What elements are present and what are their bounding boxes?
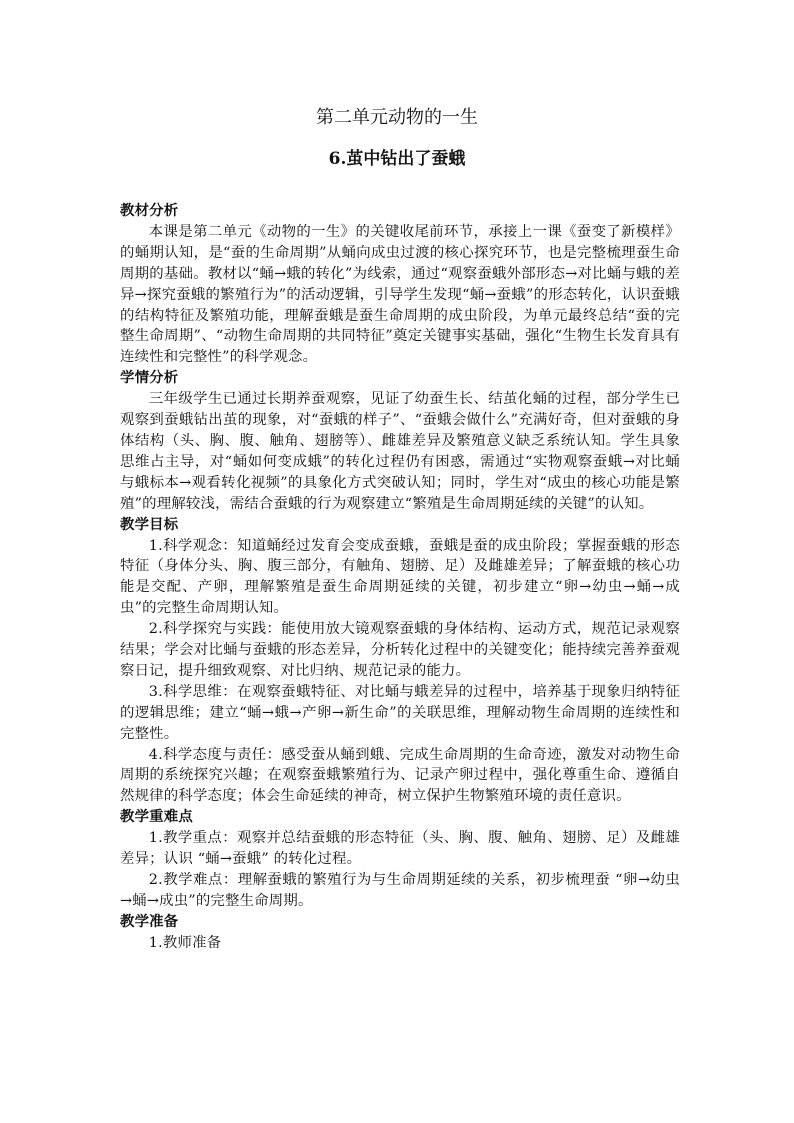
- key-point-item-1: 1.教学重点：观察并总结蚕蛾的形态特征（头、胸、腹、触角、翅膀、足）及雌雄差异；认识 “蛹→蚕蛾” 的转化过程。: [120, 830, 680, 868]
- goal-item-1: 1.科学观念：知道蛹经过发育会变成蚕蛾，蚕蛾是蚕的成虫阶段；掌握蚕蛾的形态特征（身体分头、胸、腹三部分，有触角、翅膀、足）及雌雄差异；了解蚕蛾的核心功能是交配、产卵，理解繁殖是蚕生命周期延续的关键，初步建立“卵→幼虫→蛹→成虫”的完整生命周期认知。: [120, 537, 680, 617]
- preparation-item-1: 1.教师准备: [148, 934, 222, 951]
- section-heading-material-analysis: 教材分析: [120, 202, 179, 219]
- section-heading-student-analysis: 学情分析: [120, 369, 179, 387]
- material-analysis-paragraph: 本课是第二单元《动物的一生》的关键收尾前环节，承接上一课《蚕变了新模样》的蛹期认知，是“蚕的生命周期”从蛹向成虫过渡的核心探究环节，也是完整梳理蚕生命周期的基础。教材以“蛹→蛾的转化”为线索，通过“观察蚕蛾外部形态→对比蛹与蛾的差异→探究蚕蛾的繁殖行为”的活动逻辑，引导学生发现“蛹→蚕蛾”的形态转化，认识蚕蛾的结构特征及繁殖功能，理解蚕蛾是蚕生命周期的成虫阶段，为单元最终总结“蚕的完整生命周期”、“动物生命周期的共同特征”奠定关键事实基础，强化“生物生长发育具有连续性和完整性”的科学观念。: [120, 223, 680, 366]
- student-analysis-paragraph: 三年级学生已通过长期养蚕观察，见证了幼蚕生长、结茧化蛹的过程，部分学生已观察到蚕蛾钻出茧的现象，对“蚕蛾的样子”、“蚕蛾会做什么”充满好奇，但对蚕蛾的身体结构（头、胸、腹、触角、翅膀等）、雌雄差异及繁殖意义缺乏系统认知。学生具象思维占主导，对“蛹如何变成蛾”的转化过程仍有困惑，需通过“实物观察蚕蛾→对比蛹与蛾标本→观看转化视频”的具象化方式突破认知；同时，学生对“成虫的核心功能是繁殖”的理解较浅，需结合蚕蛾的行为观察建立“繁殖是生命周期延续的关键”的认知。: [120, 391, 680, 512]
- goal-item-2: 2.科学探究与实践：能使用放大镜观察蚕蛾的身体结构、运动方式，规范记录观察结果；学会对比蛹与蚕蛾的形态差异，分析转化过程中的关键变化；能持续完善养蚕观察日记，提升细致观察、对比归纳、规范记录的能力。: [120, 621, 680, 679]
- section-heading-key-points: 教学重难点: [120, 808, 193, 826]
- section-heading-preparation: 教学准备: [120, 912, 179, 930]
- section-heading-teaching-goals: 教学目标: [120, 515, 179, 533]
- unit-title: 第二单元动物的一生: [316, 107, 478, 128]
- key-point-item-2: 2.教学难点：理解蚕蛾的繁殖行为与生命周期延续的关系，初步梳理蚕 “卵→幼虫→蛹→成虫”的完整生命周期。: [120, 872, 680, 909]
- lesson-title: 6.茧中钻出了蚕蛾: [328, 149, 466, 169]
- goal-item-4: 4.科学态度与责任：感受蚕从蛹到蛾、完成生命周期的生命奇迹，激发对动物生命周期的系统探究兴趣；在观察蚕蛾繁殖行为、记录产卵过程中，强化尊重生命、遵循自然规律的科学态度；体会生命延续的神奇，树立保护生物繁殖环境的责任意识。: [120, 746, 680, 805]
- document-body: [120, 201, 680, 954]
- goal-item-3: 3.科学思维：在观察蚕蛾特征、对比蛹与蛾差异的过程中，培养基于现象归纳特征的逻辑思维；建立“蛹→蛾→产卵→新生命”的关联思维，理解动物生命周期的连续性和完整性。: [120, 683, 680, 742]
